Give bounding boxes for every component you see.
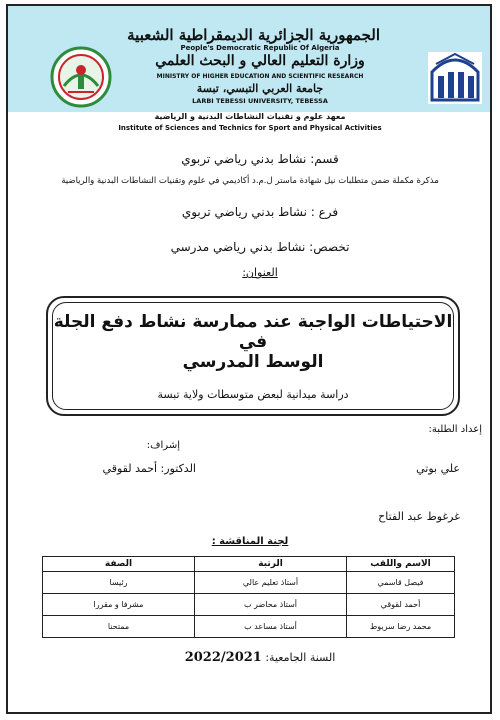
supervisor-name: الدكتور: أحمد لقوقي (102, 462, 196, 475)
student-name-1: علي بوتي (416, 462, 460, 475)
member-role: ممتحنا (43, 616, 195, 638)
committee-header-row (43, 557, 455, 572)
specialty-line: تخصص: نشاط بدني رياضي مدرسي (170, 240, 350, 254)
ministry-name-english: MINISTRY OF HIGHER EDUCATION AND SCIENTIFIC RESEARCH (156, 73, 364, 80)
table-row (43, 572, 455, 594)
committee-table (42, 556, 455, 638)
member-name: أحمد لقوقي (347, 594, 455, 616)
member-role: مشرفا و مقررا (43, 594, 195, 616)
republic-name-arabic: الجمهورية الجزائرية الديمقراطية الشعبية (127, 26, 380, 44)
university-name-arabic: جامعة العربي التبسي، تبسة (196, 82, 324, 95)
institute-name-english: Institute of Sciences and Technics for Sport and Physical Activities (118, 124, 382, 132)
student-name-2: غرغوط عبد الفتاح (378, 510, 460, 523)
ministry-name-arabic: وزارة التعليم العالي و البحث العلمي (155, 53, 365, 69)
header-rank: الرتبة (195, 557, 347, 572)
supervisor-label: إشراف: (146, 440, 180, 451)
thesis-title-line2: الوسط المدرسي (182, 352, 324, 372)
academic-year (160, 650, 360, 665)
branch-line: فرع : نشاط بدني رياضي تربوي (181, 205, 339, 219)
member-name: فيصل قاسمي (347, 572, 455, 594)
member-rank: أستاذ محاضر ب (195, 594, 347, 616)
member-rank: أستاذ تعليم عالي (195, 572, 347, 594)
university-logo-icon (426, 50, 484, 106)
university-name-english: LARBI TEBESSI UNIVERSITY, TEBESSA (192, 97, 328, 105)
academic-year-label: السنة الجامعية: (265, 651, 336, 664)
thesis-subtitle: دراسة ميدانية لبعض متوسطات ولاية تبسة (157, 388, 349, 401)
institute-name-arabic: معهد علوم و تقنيات النشاطات البدنية و الرياضية (154, 112, 346, 121)
table-row (43, 616, 455, 638)
committee-label: لجنة المناقشة : (211, 536, 289, 547)
memo-statement: مذكرة مكملة ضمن متطلبات نيل شهادة ماستر ل.م.د أكاديمي في علوم وتقنيات النشاطات البدنية والرياضية (61, 176, 439, 186)
academic-year-value: 2022/2021 (184, 650, 262, 665)
department-line: قسم: نشاط بدني رياضي تربوي (181, 152, 339, 166)
table-row (43, 594, 455, 616)
member-role: رئيسا (43, 572, 195, 594)
institute-logo-icon (50, 46, 112, 108)
header-role: الصفة (43, 557, 195, 572)
students-label: إعداد الطلبة: (428, 424, 482, 435)
title-label: العنوان: (242, 266, 278, 279)
thesis-title-line1: الاحتياطات الواجبة عند ممارسة نشاط دفع الجلة في (53, 312, 453, 352)
republic-name-english: People's Democratic Republic Of Algeria (180, 44, 340, 52)
header-name: الاسم واللقب (347, 557, 455, 572)
member-rank: أستاذ مساعد ب (195, 616, 347, 638)
member-name: محمد رضا سريوط (347, 616, 455, 638)
